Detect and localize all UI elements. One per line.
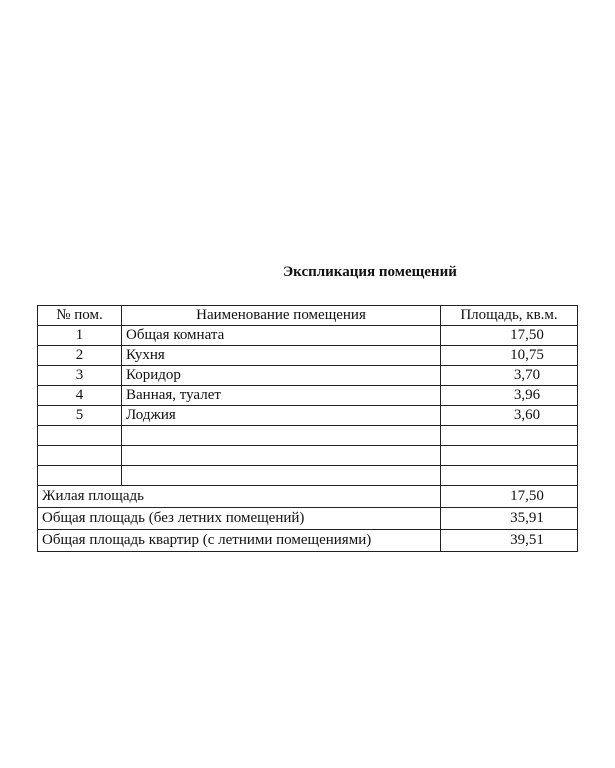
header-room-number: № пом. [38, 306, 122, 326]
table-header-row [38, 306, 578, 326]
room-number: 2 [38, 346, 122, 366]
table-row [38, 326, 578, 346]
room-area: 3,96 [441, 386, 578, 406]
empty-cell [122, 426, 441, 446]
header-area: Площадь, кв.м. [441, 306, 578, 326]
summary-label: Общая площадь (без летних помещений) [38, 508, 441, 530]
summary-row [38, 530, 578, 552]
room-area: 3,70 [441, 366, 578, 386]
empty-cell [122, 446, 441, 466]
table-row [38, 406, 578, 426]
table-row [38, 366, 578, 386]
summary-label: Общая площадь квартир (с летними помещениями) [38, 530, 441, 552]
summary-value: 17,50 [441, 486, 578, 508]
room-name: Лоджия [122, 406, 441, 426]
rooms-table [37, 305, 578, 552]
table-row [38, 386, 578, 406]
room-name: Ванная, туалет [122, 386, 441, 406]
room-number: 5 [38, 406, 122, 426]
empty-cell [441, 426, 578, 446]
empty-row [38, 466, 578, 486]
summary-label: Жилая площадь [38, 486, 441, 508]
table-row [38, 346, 578, 366]
empty-row [38, 446, 578, 466]
summary-value: 39,51 [441, 530, 578, 552]
empty-cell [38, 446, 122, 466]
room-number: 1 [38, 326, 122, 346]
empty-cell [38, 426, 122, 446]
empty-cell [441, 446, 578, 466]
summary-value: 35,91 [441, 508, 578, 530]
room-area: 3,60 [441, 406, 578, 426]
empty-cell [38, 466, 122, 486]
room-number: 4 [38, 386, 122, 406]
header-room-name: Наименование помещения [122, 306, 441, 326]
summary-row [38, 508, 578, 530]
room-name: Кухня [122, 346, 441, 366]
empty-cell [441, 466, 578, 486]
document-title: Экспликация помещений [283, 264, 457, 280]
room-name: Коридор [122, 366, 441, 386]
summary-row [38, 486, 578, 508]
room-name: Общая комната [122, 326, 441, 346]
room-number: 3 [38, 366, 122, 386]
empty-row [38, 426, 578, 446]
room-area: 17,50 [441, 326, 578, 346]
room-area: 10,75 [441, 346, 578, 366]
empty-cell [122, 466, 441, 486]
